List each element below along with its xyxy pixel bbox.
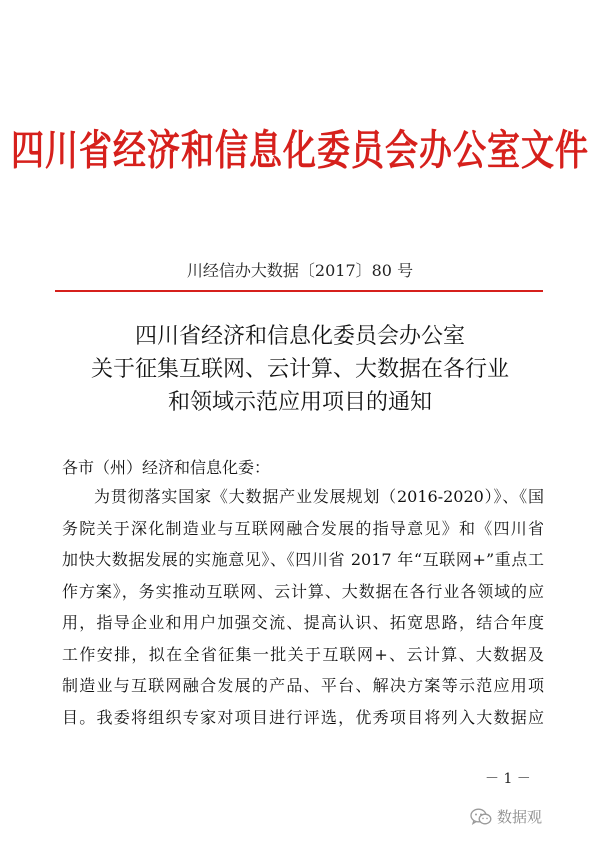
body-line: 加快大数据发展的实施意见》、《四川省 2017 年“互联网+”重点工 — [62, 550, 544, 569]
body-paragraph — [62, 481, 544, 733]
body-line: 制造业与互联网融合发展的产品、平台、解决方案等示范应用项 — [62, 676, 544, 695]
body-line: 作方案》，务实推动互联网、云计算、大数据在各行业各领域的应 — [62, 581, 544, 601]
page-number: － 1 － — [485, 771, 531, 787]
title-line: 关于征集互联网、云计算、大数据在各行业 — [90, 357, 509, 382]
document-number: 川经信办大数据〔2017〕80 号 — [186, 261, 414, 280]
wechat-icon — [470, 808, 492, 826]
body-line: 目。我委将组织专家对项目进行评选，优秀项目将列入大数据应 — [62, 707, 544, 727]
body-line: 务院关于深化制造业与互联网融合发展的指导意见》和《四川省 — [62, 518, 544, 538]
notice-title — [0, 320, 600, 419]
watermark-label: 数据观 — [497, 808, 543, 826]
red-divider-line — [55, 290, 543, 292]
addressee: 各市（州）经济和信息化委： — [62, 458, 271, 477]
body-line: 为贯彻落实国家《大数据产业发展规划（2016-2020）》、《国 — [94, 487, 544, 506]
title-line: 四川省经济和信息化委员会办公室 — [134, 324, 465, 349]
body-line: 工作安排，拟在全省征集一批关于互联网+、云计算、大数据及 — [62, 644, 544, 664]
source-watermark — [470, 806, 542, 827]
title-line: 和领域示范应用项目的通知 — [167, 390, 432, 415]
document-masthead: 四川省经济和信息化委员会办公室文件 — [11, 125, 589, 175]
body-line: 用，指导企业和用户加强交流、提高认识、拓宽思路，结合年度 — [62, 613, 544, 632]
